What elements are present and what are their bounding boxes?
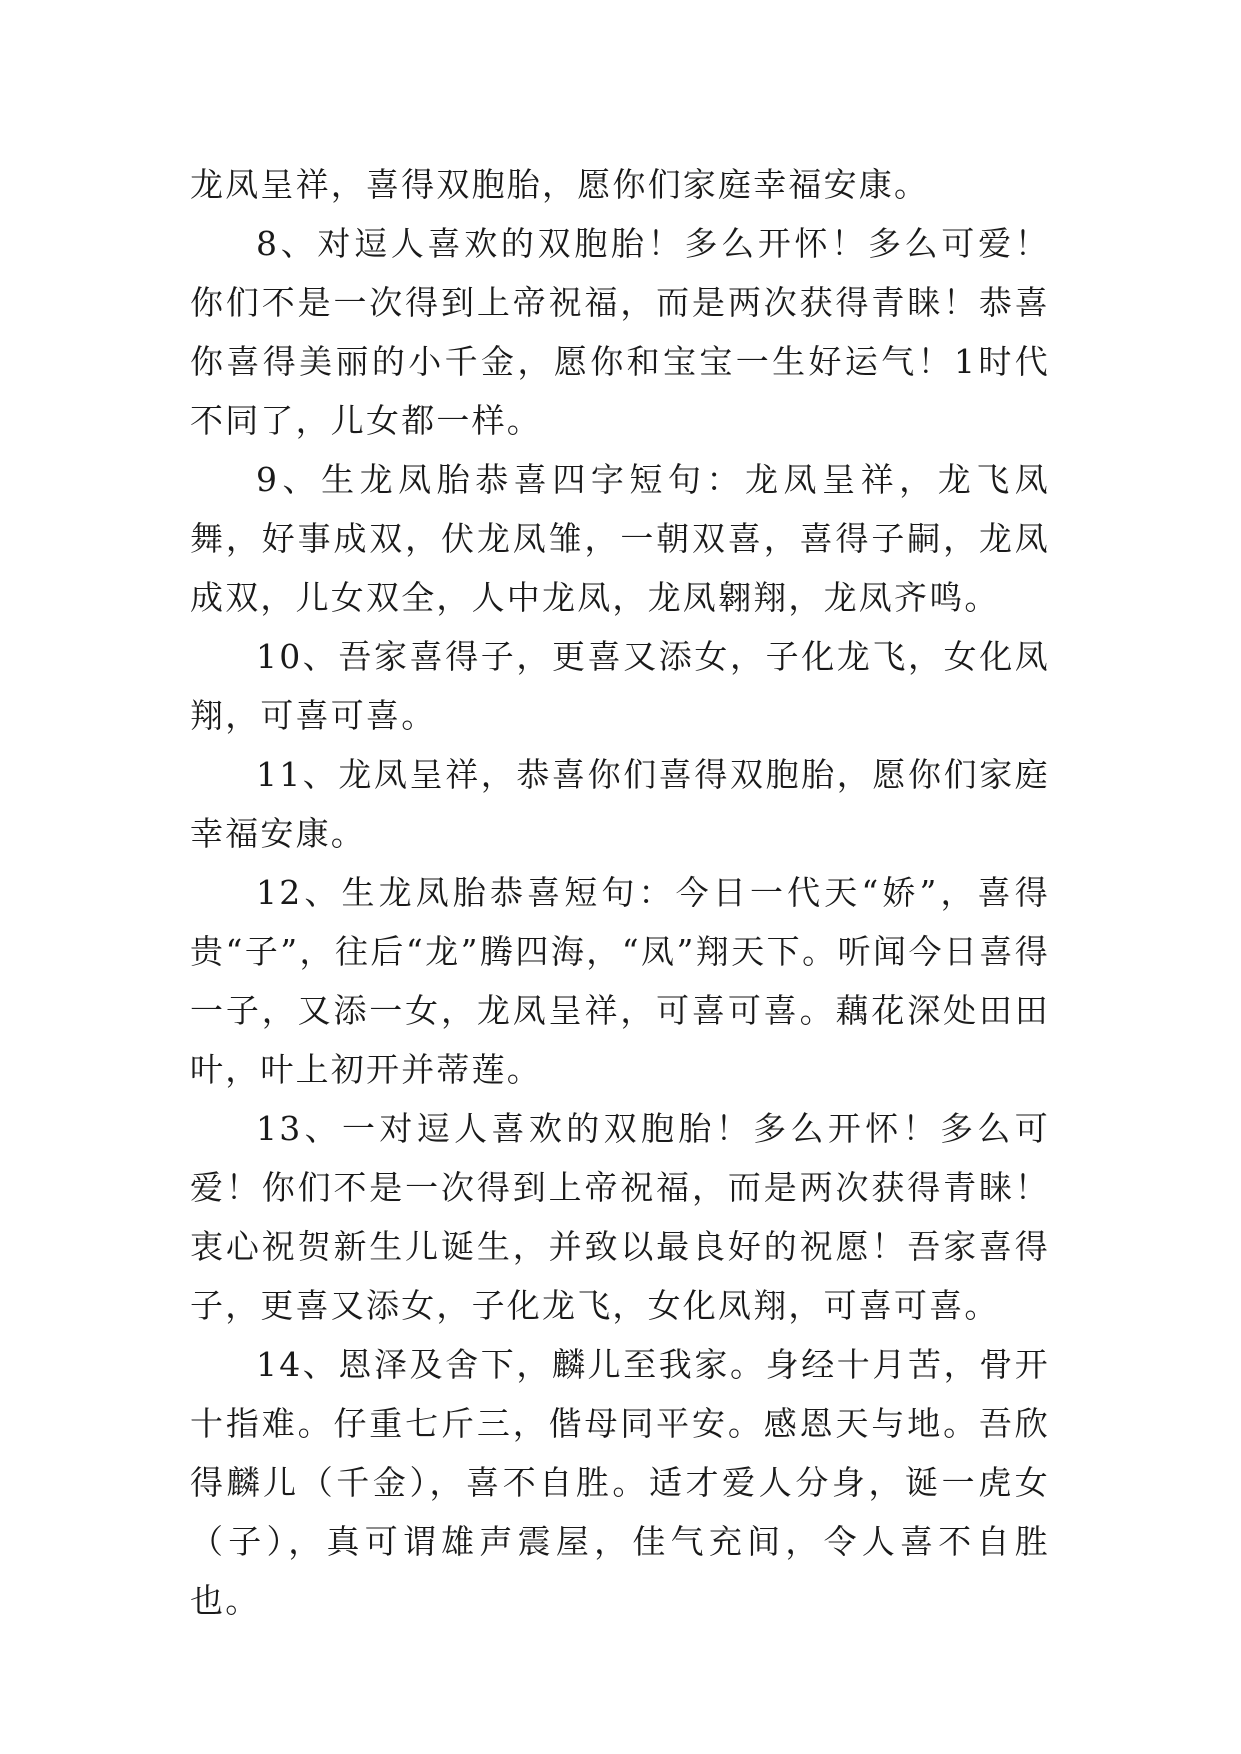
paragraph-item-13: 13、一对逗人喜欢的双胞胎！多么开怀！多么可爱！你们不是一次得到上帝祝福，而是两次获得青睐！衷心祝贺新生儿诞生，并致以最良好的祝愿！吾家喜得子，更喜又添女，子化龙飞，女化凤翔，可喜可喜。 <box>190 1109 1050 1325</box>
document-body <box>190 155 1050 1630</box>
paragraph-item-12: 12、生龙凤胎恭喜短句：今日一代天“娇”，喜得贵“子”，往后“龙”腾四海，“凤”翔天下。听闻今日喜得一子，又添一女，龙凤呈祥，可喜可喜。藕花深处田田叶，叶上初开并蒂莲。 <box>190 873 1050 1089</box>
paragraph-continued: 龙凤呈祥，喜得双胞胎，愿你们家庭幸福安康。 <box>190 165 930 204</box>
paragraph-item-11: 11、龙凤呈祥，恭喜你们喜得双胞胎，愿你们家庭幸福安康。 <box>190 755 1050 853</box>
paragraph-item-10: 10、吾家喜得子，更喜又添女，子化龙飞，女化凤翔，可喜可喜。 <box>190 637 1050 735</box>
paragraph-item-8: 8、对逗人喜欢的双胞胎！多么开怀！多么可爱！你们不是一次得到上帝祝福，而是两次获得青睐！恭喜你喜得美丽的小千金，愿你和宝宝一生好运气！1时代不同了，儿女都一样。 <box>190 224 1050 440</box>
paragraph-item-14: 14、恩泽及舍下，麟儿至我家。身经十月苦，骨开十指难。仔重七斤三，偕母同平安。感恩天与地。吾欣得麟儿（千金），喜不自胜。适才爱人分身，诞一虎女（子），真可谓雄声震屋，佳气充间，令人喜不自胜也。 <box>190 1345 1050 1620</box>
paragraph-item-9: 9、生龙凤胎恭喜四字短句：龙凤呈祥，龙飞凤舞，好事成双，伏龙凤雏，一朝双喜，喜得子嗣，龙凤成双，儿女双全，人中龙凤，龙凤翱翔，龙凤齐鸣。 <box>190 460 1050 617</box>
